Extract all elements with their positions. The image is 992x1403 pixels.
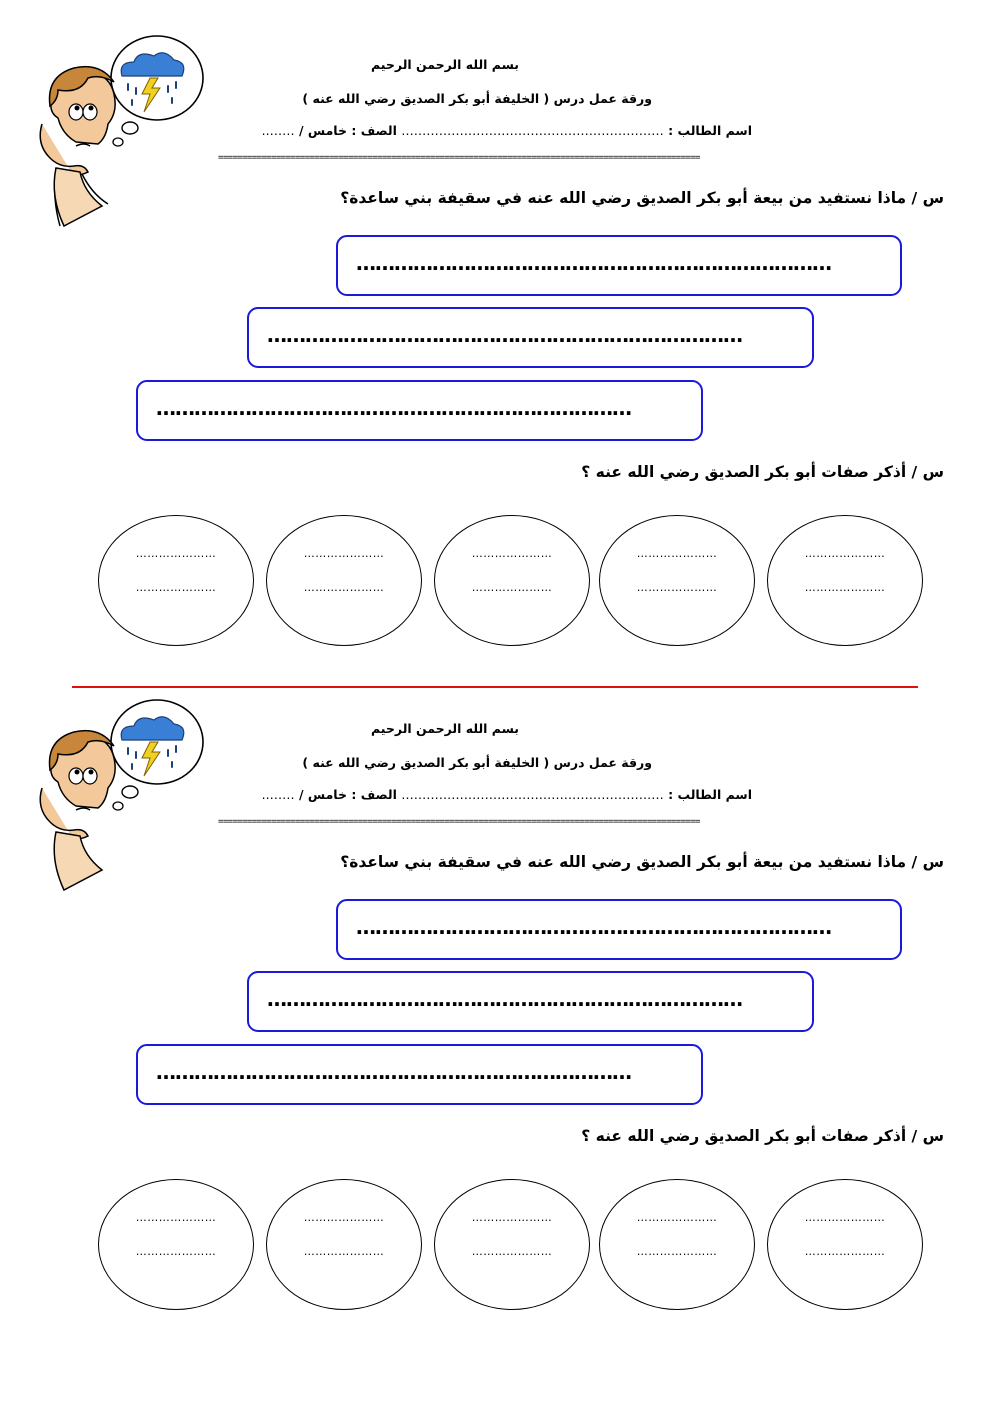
oval-dots: ………………… [303,547,385,560]
grade-label: الصف : [351,787,397,802]
answer-dots: ………………………………………………………………… [267,323,742,347]
oval-dots: ………………… [135,1245,217,1258]
trait-oval-2[interactable] [266,1179,422,1310]
oval-dots: ………………… [636,547,718,560]
oval-dots: ………………… [303,1211,385,1224]
answer-dots: ………………………………………………………………… [156,396,631,420]
oval-dots: ………………… [636,581,718,594]
answer-dots: ………………………………………………………………… [356,915,831,939]
grade-value: خامس / [298,123,348,138]
answer-dots: ………………………………………………………………… [267,987,742,1011]
question-2: س / أذكر صفات أبو بكر الصديق رضي الله عنه ؟ [581,463,944,481]
oval-dots: ………………… [804,1211,886,1224]
lesson-title: ورقة عمل درس ( الخليفة أبو بكر الصديق رضي الله عنه ) [302,91,652,106]
oval-dots: ………………… [804,547,886,560]
answer-box-1[interactable] [336,235,902,296]
trait-oval-1[interactable] [98,1179,254,1310]
answer-box-1[interactable] [336,899,902,960]
trait-oval-5[interactable] [767,1179,923,1310]
oval-dots: ………………… [471,547,553,560]
trait-oval-1[interactable] [98,515,254,646]
oval-dots: ………………… [135,547,217,560]
thinking-boy-icon [32,28,217,228]
student-name-field[interactable]: ……………………………………………………… [401,787,664,802]
student-name-label: اسم الطالب : [668,123,752,138]
oval-dots: ………………… [804,1245,886,1258]
question-2: س / أذكر صفات أبو بكر الصديق رضي الله عنه ؟ [581,1127,944,1145]
student-info-line [262,787,752,802]
worksheet-copy-1 [0,0,992,680]
answer-dots: ………………………………………………………………… [356,251,831,275]
grade-label: الصف : [351,123,397,138]
grade-value: خامس / [298,787,348,802]
answer-box-3[interactable] [136,1044,703,1105]
oval-dots: ………………… [135,1211,217,1224]
answer-box-2[interactable] [247,971,814,1032]
header-separator: ==================================================================================================== [218,154,700,162]
answer-box-2[interactable] [247,307,814,368]
thinking-boy-icon [32,692,217,892]
trait-oval-4[interactable] [599,1179,755,1310]
oval-dots: ………………… [303,1245,385,1258]
student-name-label: اسم الطالب : [668,787,752,802]
oval-dots: ………………… [135,581,217,594]
question-1: س / ماذا نستفيد من بيعة أبو بكر الصديق رضي الله عنه في سقيفة بني ساعدة؟ [340,853,944,871]
grade-dots[interactable]: …….. [261,123,295,138]
student-info-line [262,123,752,138]
header-separator: ==================================================================================================== [218,818,700,826]
oval-dots: ………………… [804,581,886,594]
trait-oval-4[interactable] [599,515,755,646]
trait-oval-3[interactable] [434,1179,590,1310]
answer-dots: ………………………………………………………………… [156,1060,631,1084]
question-1: س / ماذا نستفيد من بيعة أبو بكر الصديق رضي الله عنه في سقيفة بني ساعدة؟ [340,189,944,207]
oval-dots: ………………… [303,581,385,594]
grade-dots[interactable]: …….. [261,787,295,802]
lesson-title: ورقة عمل درس ( الخليفة أبو بكر الصديق رضي الله عنه ) [302,755,652,770]
trait-oval-2[interactable] [266,515,422,646]
oval-dots: ………………… [471,581,553,594]
basmala: بسم الله الرحمن الرحيم [371,721,519,736]
oval-dots: ………………… [471,1245,553,1258]
oval-dots: ………………… [471,1211,553,1224]
basmala: بسم الله الرحمن الرحيم [371,57,519,72]
oval-dots: ………………… [636,1245,718,1258]
trait-oval-5[interactable] [767,515,923,646]
oval-dots: ………………… [636,1211,718,1224]
student-name-field[interactable]: ……………………………………………………… [401,123,664,138]
worksheet-copy-2 [0,664,992,1344]
answer-box-3[interactable] [136,380,703,441]
trait-oval-3[interactable] [434,515,590,646]
